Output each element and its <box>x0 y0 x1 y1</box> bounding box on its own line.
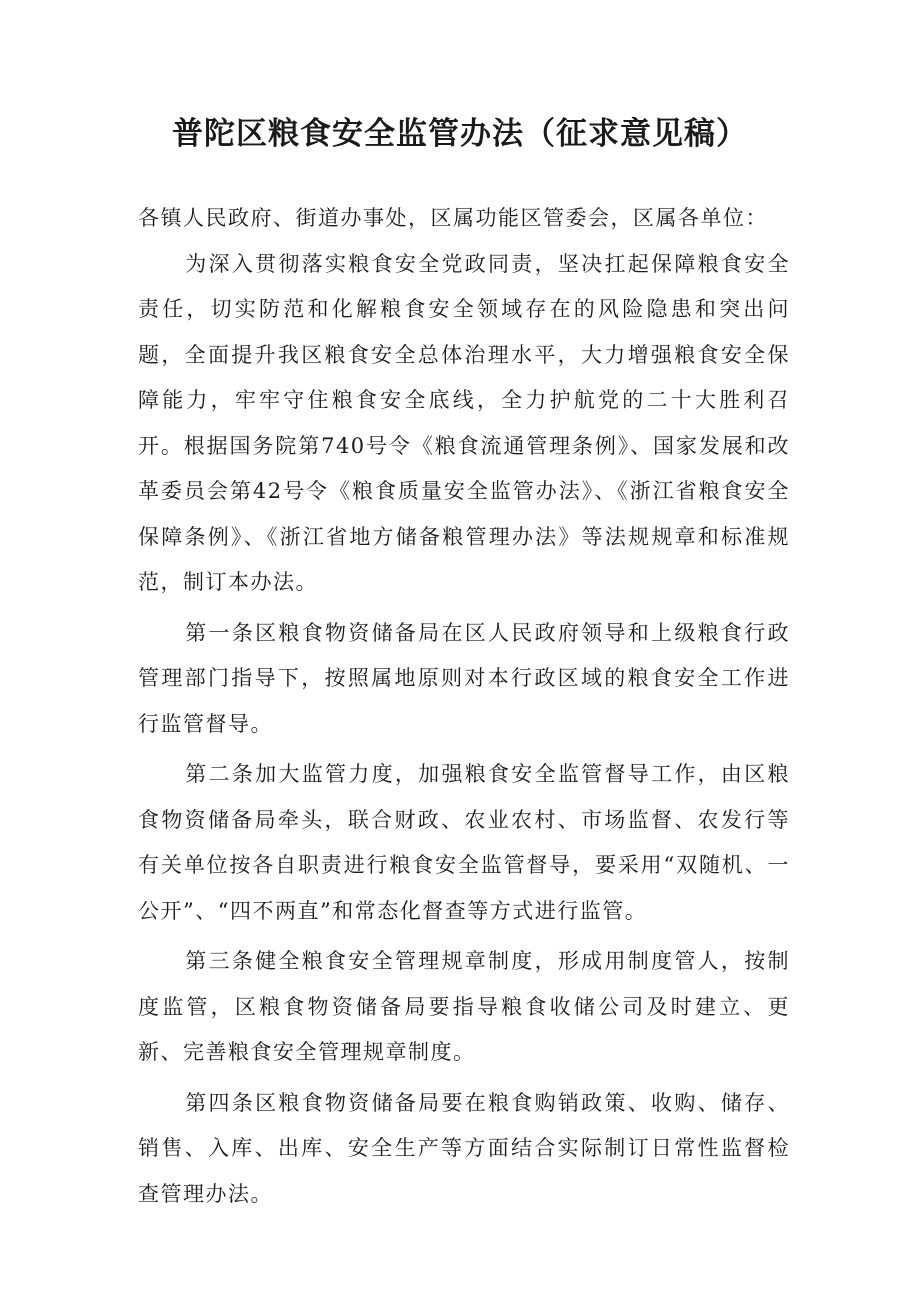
document-body <box>138 196 790 1217</box>
article-3: 第三条健全粮食安全管理规章制度，形成用制度管人，按制度监管，区粮食物资储备局要指导粮食收储公司及时建立、更新、完善粮食安全管理规章制度。 <box>138 949 790 1064</box>
preamble-paragraph: 为深入贯彻落实粮食安全党政同责，坚决扛起保障粮食安全责任，切实防范和化解粮食安全领域存在的风险隐患和突出问题，全面提升我区粮食安全总体治理水平，大力增强粮食安全保障能力，牢牢守住粮食安全底线，全力护航党的二十大胜利召开。根据国务院第740号令《粮食流通管理条例》、国家发展和改革委员会第42号令《粮食质量安全监管办法》、《浙江省粮食安全保障条例》、《浙江省地方储备粮管理办法》等法规规章和标准规范，制订本办法。 <box>138 251 790 594</box>
document-title: 普陀区粮食安全监管办法（征求意见稿） <box>172 116 748 152</box>
article-2: 第二条加大监管力度，加强粮食安全监管督导工作，由区粮食物资储备局牵头，联合财政、农业农村、市场监督、农发行等有关单位按各自职责进行粮食安全监管督导，要采用“双随机、一公开”、“四不两直”和常态化督查等方式进行监管。 <box>138 762 790 923</box>
article-4: 第四条区粮食物资储备局要在粮食购销政策、收购、储存、销售、入库、出库、安全生产等方面结合实际制订日常性监督检查管理办法。 <box>138 1090 790 1206</box>
salutation: 各镇人民政府、街道办事处，区属功能区管委会，区属各单位： <box>138 206 768 230</box>
article-1: 第一条区粮食物资储备局在区人民政府领导和上级粮食行政管理部门指导下，按照属地原则对本行政区域的粮食安全工作进行监管督导。 <box>138 620 790 736</box>
